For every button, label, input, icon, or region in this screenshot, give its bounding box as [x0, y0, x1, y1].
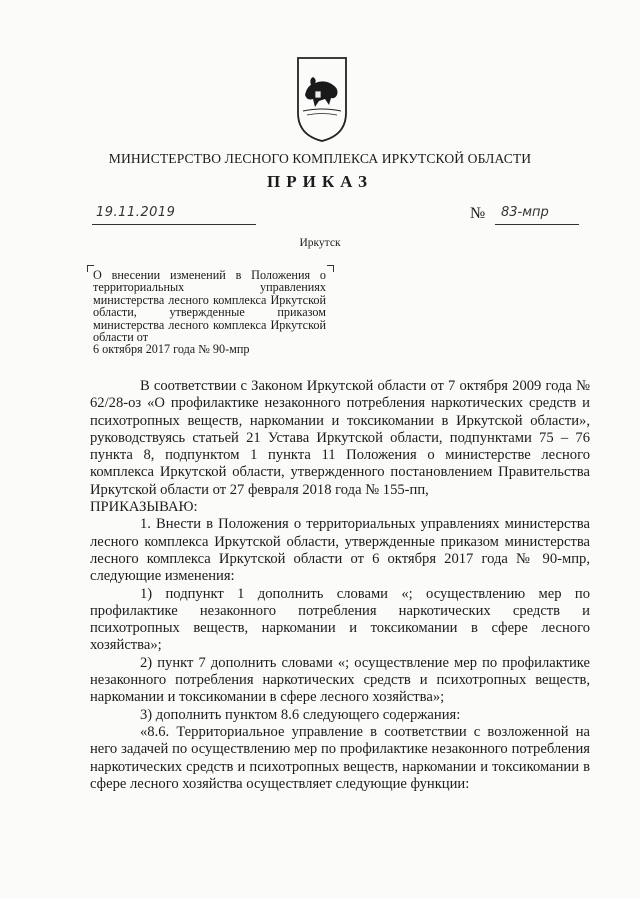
order-word: ПРИКАЗЫВАЮ:	[90, 499, 198, 516]
subject-corner-right	[327, 265, 334, 272]
clause-8-6-paragraph: «8.6. Территориальное управление в соответствии с возложенной на него задачей по осуществлению мер по профилактике незаконного потребления наркотических средств и психотропных веществ, наркомании и токсикомании в сфере лесного хозяйства осуществляет следующие функции:	[90, 723, 590, 792]
coat-of-arms-icon	[295, 55, 349, 143]
subitem-3-paragraph: 3) дополнить пунктом 8.6 следующего содержания:	[140, 706, 461, 723]
order-body	[90, 378, 590, 793]
number-sign: №	[470, 205, 486, 222]
subject-last-line: 6 октября 2017 года № 90-мпр	[93, 342, 250, 357]
subitem-1-paragraph: 1) подпункт 1 дополнить словами «; осуществлению мер по профилактике незаконного потребления наркотических средств и психотропных веществ, наркомании и токсикомании в сфере лесного хозяйства»;	[90, 585, 590, 654]
date-field	[92, 205, 256, 225]
subitem-2-paragraph: 2) пункт 7 дополнить словами «; осуществление мер по профилактике незаконного потребления наркотических средств и психотропных веществ, наркомании и токсикомании в сфере лесного хозяйства»;	[90, 654, 590, 706]
number-field	[495, 205, 579, 225]
ministry-name: МИНИСТЕРСТВО ЛЕСНОГО КОМПЛЕКСА ИРКУТСКОЙ ОБЛАСТИ	[108, 151, 532, 166]
preamble-paragraph: В соответствии с Законом Иркутской области от 7 октября 2009 года № 62/28-оз «О профилактике незаконного потребления наркотических средств и психотропных веществ, наркомании и токсикомании в Иркутской области», руководствуясь статьей 21 Устава Иркутской области, подпунктами 75 – 76 пункта 8, подпунктом 1 пункта 11 Положения о министерстве лесного комплекса Иркутской области, утвержденного постановлением Правительства Иркутской области от 27 февраля 2018 года № 155-пп,	[90, 378, 590, 498]
subject-text: О внесении изменений в Положения о территориальных управлениях министерства лесного комплекса Иркутской области, утвержденные приказом министерства лесного комплекса Иркутской области от	[93, 268, 326, 345]
item-1-paragraph: 1. Внести в Положения о территориальных управлениях министерства лесного комплекса Иркутской области, утвержденные приказом министерства лесного комплекса Иркутской области от 6 октября 2017 года № 90-мпр, следующие изменения:	[90, 516, 590, 585]
document-type-title: ПРИКАЗ	[267, 172, 373, 191]
city: Иркутск	[299, 237, 341, 249]
handwritten-number: 83-мпр	[501, 205, 549, 220]
order-subject	[93, 269, 326, 356]
handwritten-date: 19.11.2019	[96, 205, 176, 220]
